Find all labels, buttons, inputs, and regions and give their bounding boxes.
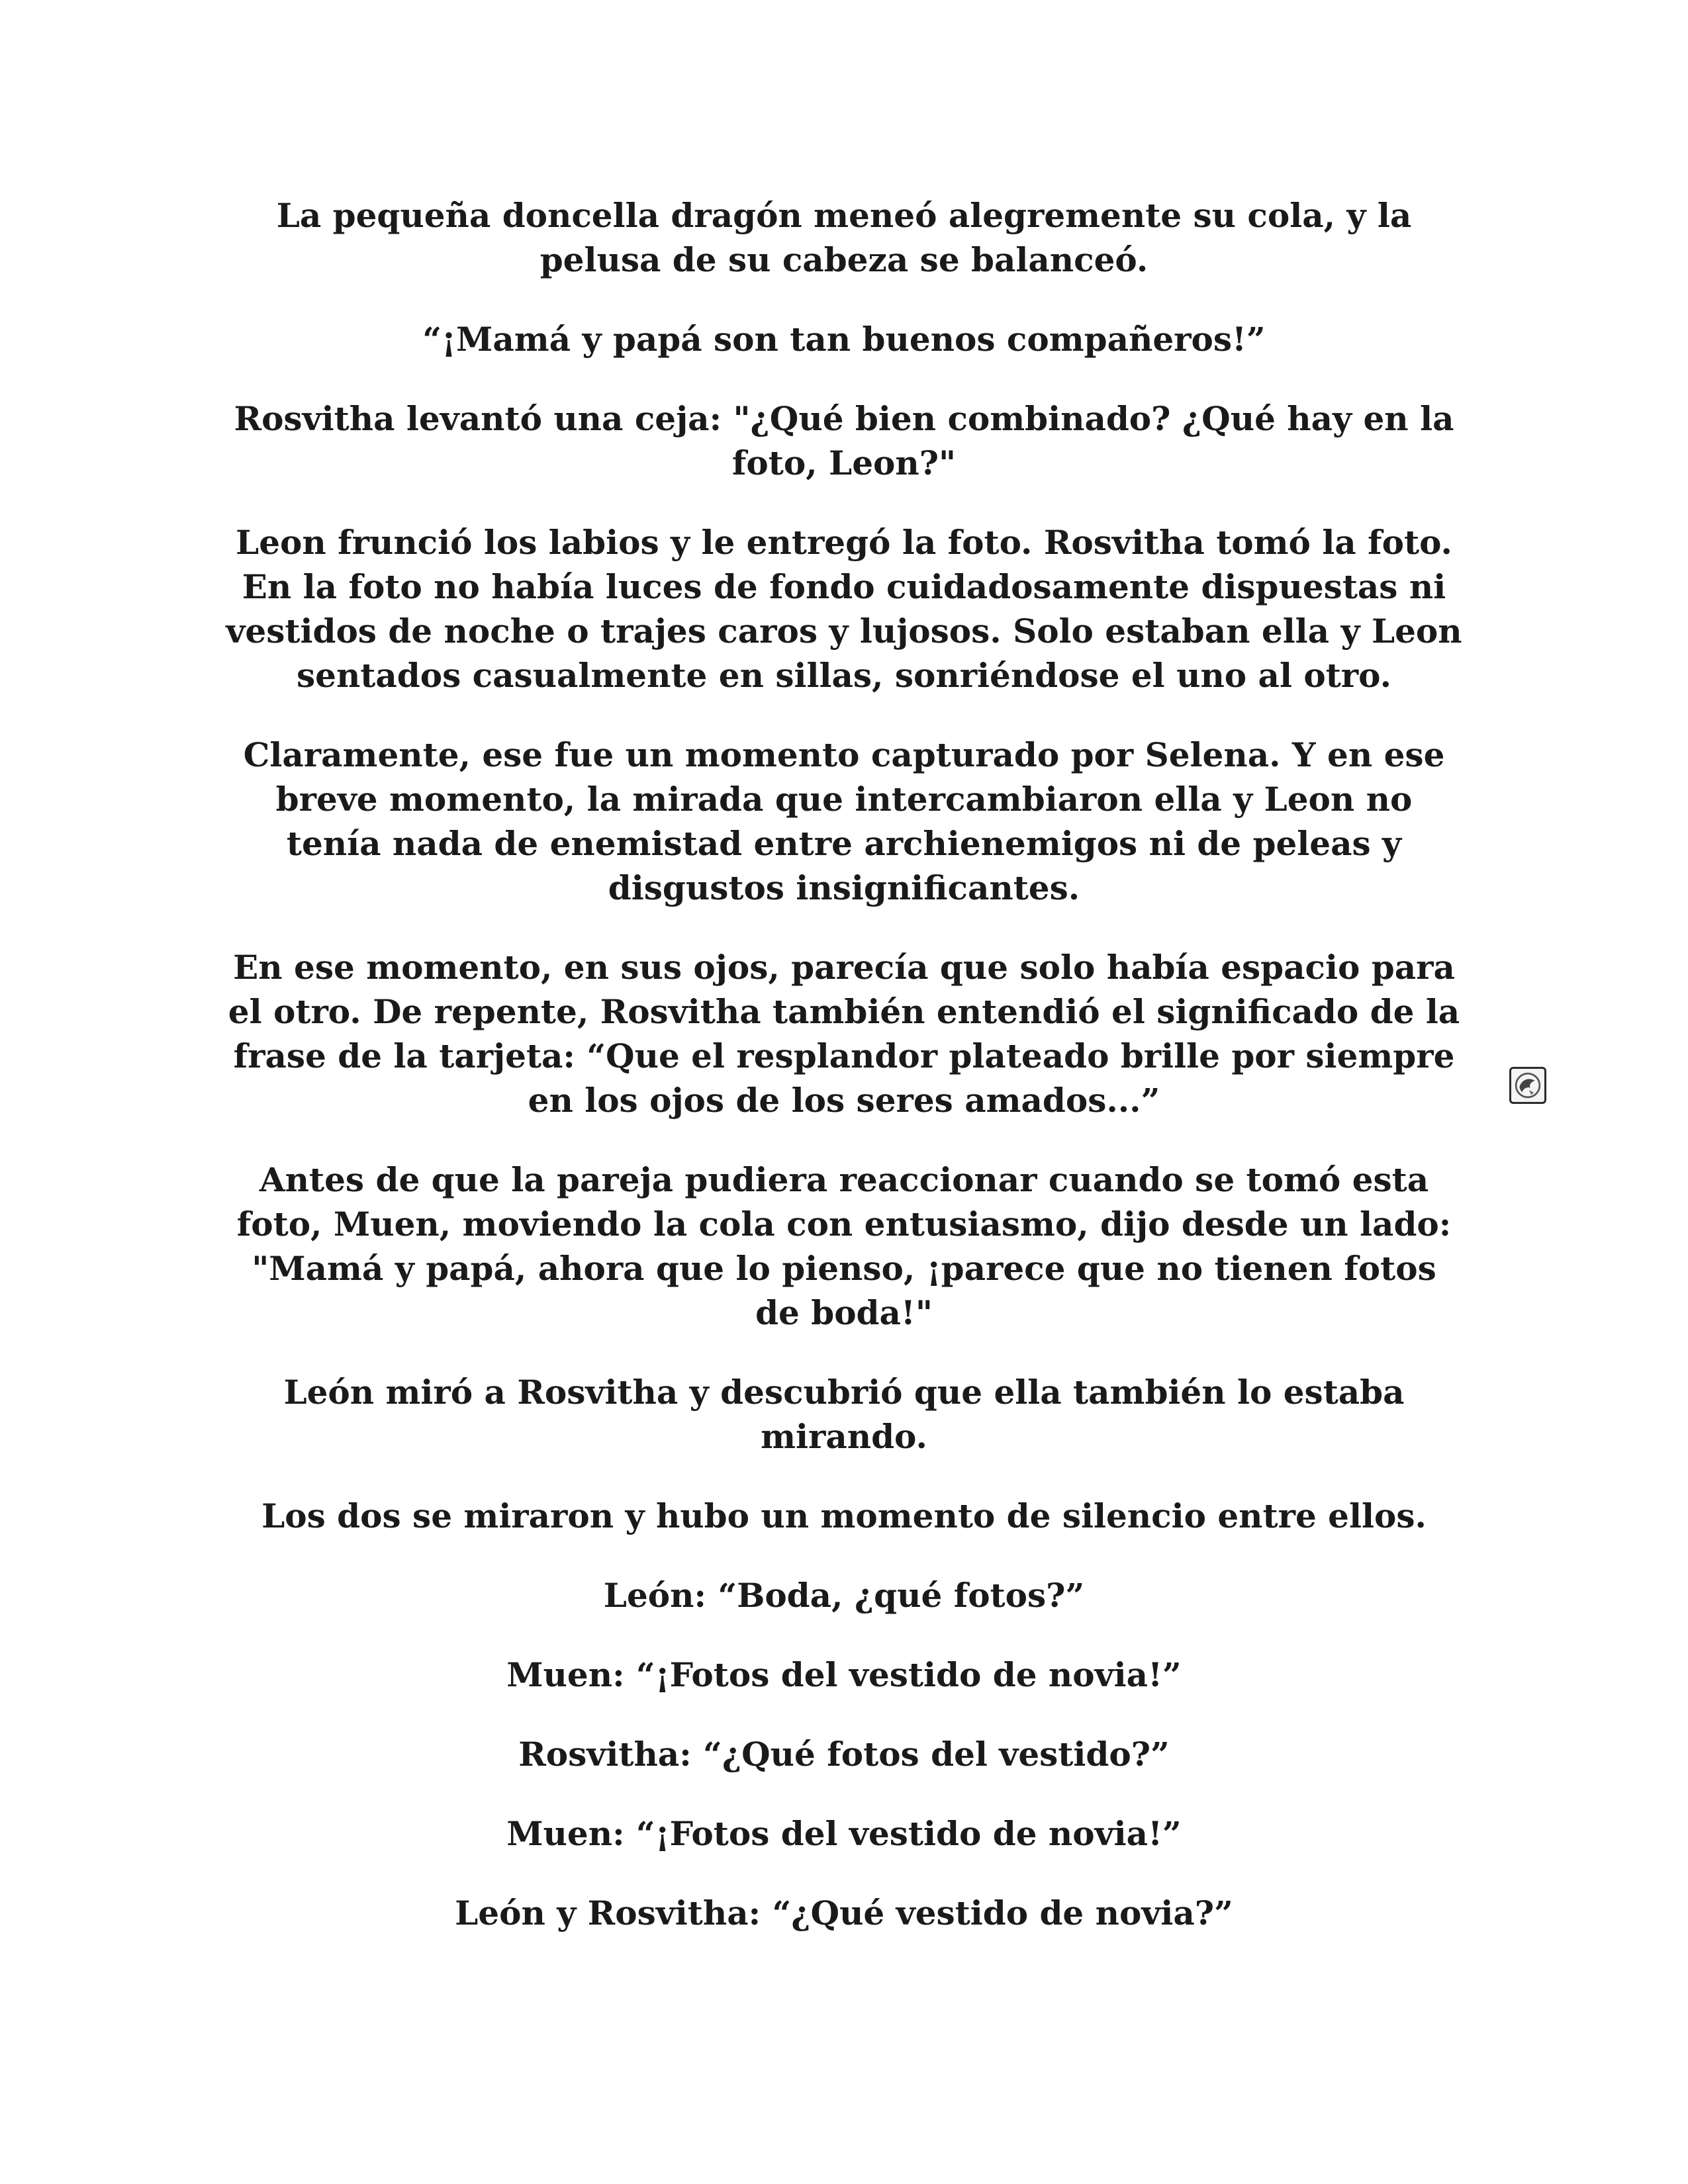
paragraph: La pequeña doncella dragón meneó alegremente su cola, y la pelusa de su cabeza se balanceó. (276, 196, 1412, 279)
paragraph: León: “Boda, ¿qué fotos?” (603, 1576, 1085, 1615)
paragraph: En ese momento, en sus ojos, parecía que solo había espacio para el otro. De repente, Rosvitha también entendió el significado de la frase de la tarjeta: “Que el resplandor plateado brille por siempre en los ojos de los seres amados...” (228, 948, 1460, 1120)
paragraph: León y Rosvitha: “¿Qué vestido de novia?” (455, 1893, 1233, 1933)
paragraph: León miró a Rosvitha y descubrió que ella también lo estaba mirando. (283, 1373, 1405, 1456)
paragraph: Muen: “¡Fotos del vestido de novia!” (506, 1814, 1182, 1853)
paragraph: “¡Mamá y papá son tan buenos compañeros!” (422, 320, 1266, 359)
paragraph: Rosvitha levantó una ceja: "¿Qué bien combinado? ¿Qué hay en la foto, Leon?" (234, 399, 1454, 482)
paragraph: Leon frunció los labios y le entregó la foto. Rosvitha tomó la foto. En la foto no había luces de fondo cuidadosamente dispuestas ni vestidos de noche o trajes caros y lujosos. Solo estaban ella y Leon sentados casualmente en sillas, sonriéndose el uno al otro. (226, 523, 1462, 695)
dragon-emblem-icon (1509, 1067, 1546, 1104)
paragraph: Los dos se miraron y hubo un momento de silencio entre ellos. (261, 1496, 1427, 1535)
paragraph: Rosvitha: “¿Qué fotos del vestido?” (518, 1735, 1170, 1774)
paragraph: Muen: “¡Fotos del vestido de novia!” (506, 1655, 1182, 1694)
paragraph: Antes de que la pareja pudiera reaccionar cuando se tomó esta foto, Muen, moviendo la cola con entusiasmo, dijo desde un lado: "Mamá y papá, ahora que lo pienso, ¡parece que no tienen fotos de boda!" (236, 1160, 1452, 1332)
body-text (225, 193, 1463, 1935)
paragraph: Claramente, ese fue un momento capturado por Selena. Y en ese breve momento, la mirada que intercambiaron ella y Leon no tenía nada de enemistad entre archienemigos ni de peleas y disgustos insignificantes. (243, 735, 1445, 907)
